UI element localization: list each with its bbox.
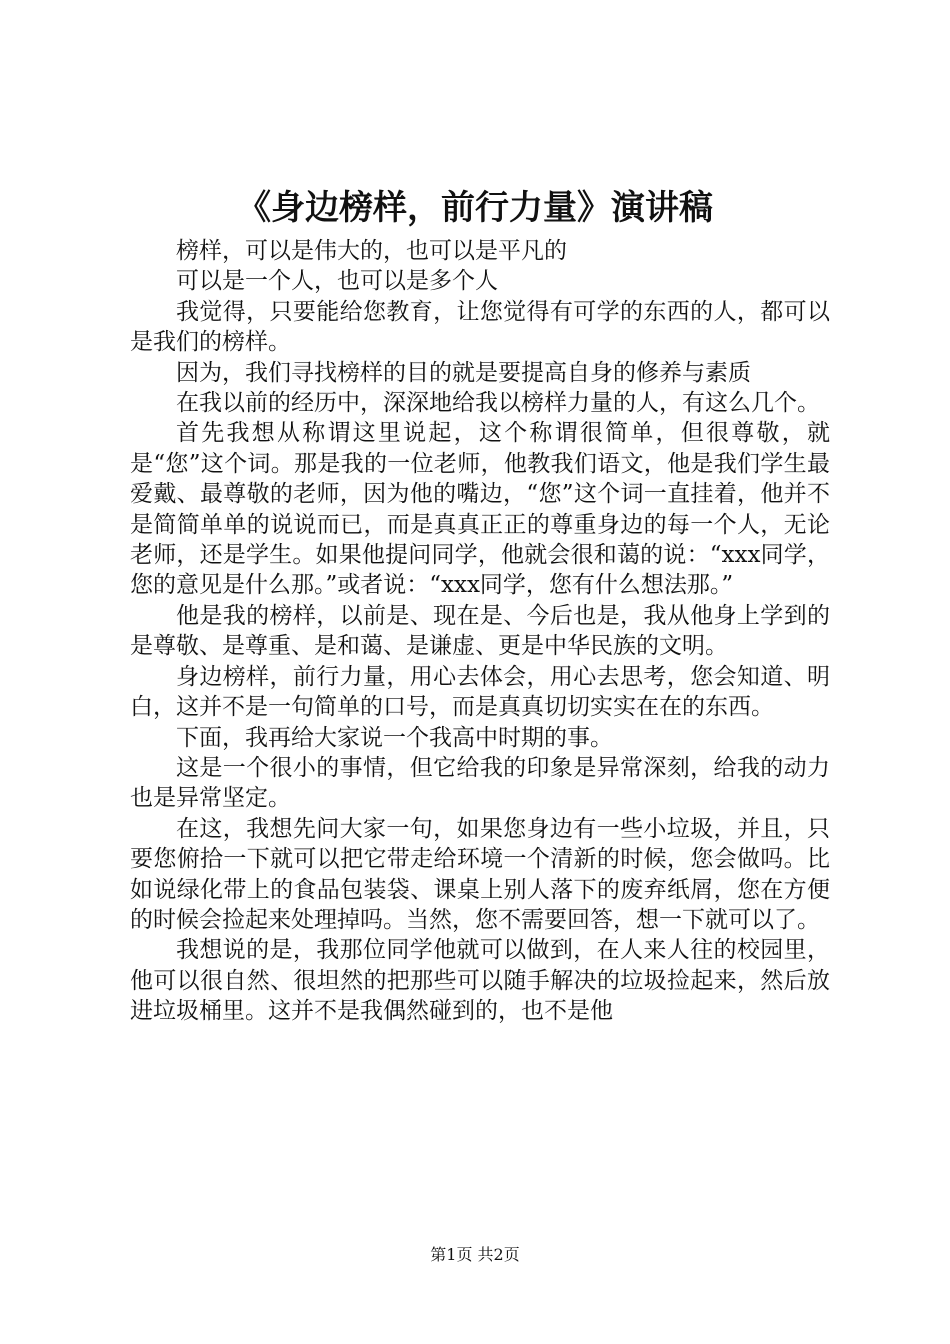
- document-title: 《身边榜样，前行力量》演讲稿: [237, 188, 713, 228]
- paragraph: 身边榜样，前行力量，用心去体会，用心去思考，您会知道、明白，这并不是一句简单的口号，而是真真切切实实在在的东西。: [130, 663, 830, 721]
- document-body: [130, 236, 830, 1027]
- paragraph: 首先我想从称谓这里说起，这个称谓很简单，但很尊敬，就是“您”这个词。那是我的一位老师，他教我们语文，他是我们学生最爱戴、最尊敬的老师，因为他的嘴边，“您”这个词一直挂着，他并不是简简单单的说说而已，而是真真正正的尊重身边的每一个人，无论老师，还是学生。如果他提问同学，他就会很和蔼的说：“xxx同学，您的意见是什么那。”或者说：“xxx同学，您有什么想法那。”: [130, 420, 830, 599]
- paragraph: 榜样，可以是伟大的，也可以是平凡的: [176, 238, 567, 264]
- paragraph: 因为，我们寻找榜样的目的就是要提高自身的修养与素质: [176, 359, 751, 386]
- paragraph: 这是一个很小的事情，但它给我的印象是异常深刻，给我的动力也是异常坚定。: [130, 754, 830, 812]
- paragraph: 我觉得，只要能给您教育，让您觉得有可学的东西的人，都可以是我们的榜样。: [130, 298, 830, 356]
- paragraph: 可以是一个人，也可以是多个人: [176, 268, 498, 295]
- paragraph: 在这，我想先问大家一句，如果您身边有一些小垃圾，并且，只要您俯拾一下就可以把它带走给环境一个清新的时候，您会做吗。比如说绿化带上的食品包装袋、课桌上别人落下的废弃纸屑，您在方便的时候会捡起来处理掉吗。当然，您不需要回答，想一下就可以了。: [130, 815, 830, 933]
- page-footer: 第1页 共2页: [430, 1245, 520, 1264]
- paragraph: 我想说的是，我那位同学他就可以做到，在人来人往的校园里，他可以很自然、很坦然的把那些可以随手解决的垃圾捡起来，然后放进垃圾桶里。这并不是我偶然碰到的，也不是他: [130, 937, 830, 1025]
- paragraph: 他是我的榜样，以前是、现在是、今后也是，我从他身上学到的是尊敬、是尊重、是和蔼、是谦虚、更是中华民族的文明。: [130, 602, 830, 660]
- paragraph: 在我以前的经历中，深深地给我以榜样力量的人，有这么几个。: [176, 390, 820, 417]
- paragraph: 下面，我再给大家说一个我高中时期的事。: [176, 724, 613, 751]
